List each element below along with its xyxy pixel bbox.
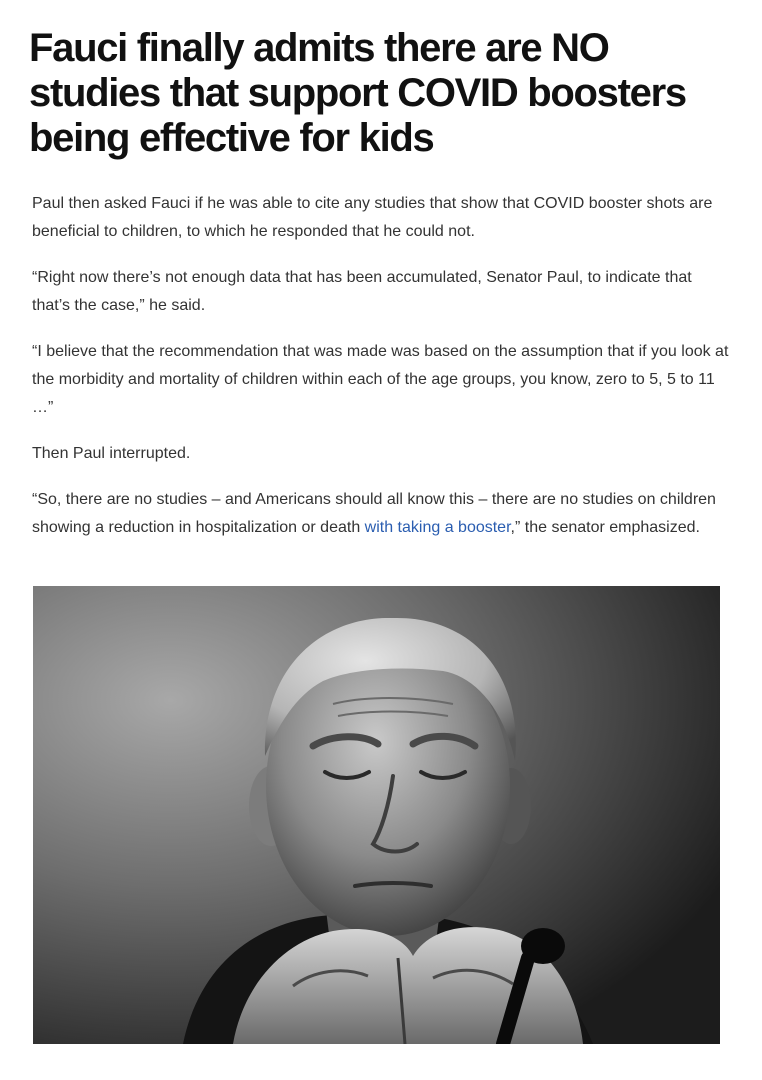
article-body xyxy=(32,190,732,560)
booster-link[interactable]: with taking a booster xyxy=(364,519,511,536)
paragraph-5-text-after: ,” the senator emphasized. xyxy=(510,519,700,536)
portrait-photo-illustration xyxy=(33,586,720,1044)
article-headline: Fauci finally admits there are NO studies that support COVID boosters being effective for kids xyxy=(29,26,686,160)
paragraph-5 xyxy=(32,486,732,542)
paragraph-5-text-before: “So, there are no studies – and Americans should all know this – there are no studies on children showing a reduction in hospitalization or death xyxy=(32,491,716,536)
paragraph-1: Paul then asked Fauci if he was able to cite any studies that show that COVID booster shots are beneficial to children, to which he responded that he could not. xyxy=(32,195,713,240)
paragraph-3: “I believe that the recommendation that was made was based on the assumption that if you look at the morbidity and mortality of children within each of the age groups, you know, zero to 5, 5 to 11 …” xyxy=(32,343,729,416)
article-photo xyxy=(33,586,720,1044)
paragraph-4: Then Paul interrupted. xyxy=(32,445,191,462)
paragraph-2: “Right now there’s not enough data that has been accumulated, Senator Paul, to indicate that that’s the case,” he said. xyxy=(32,269,692,314)
